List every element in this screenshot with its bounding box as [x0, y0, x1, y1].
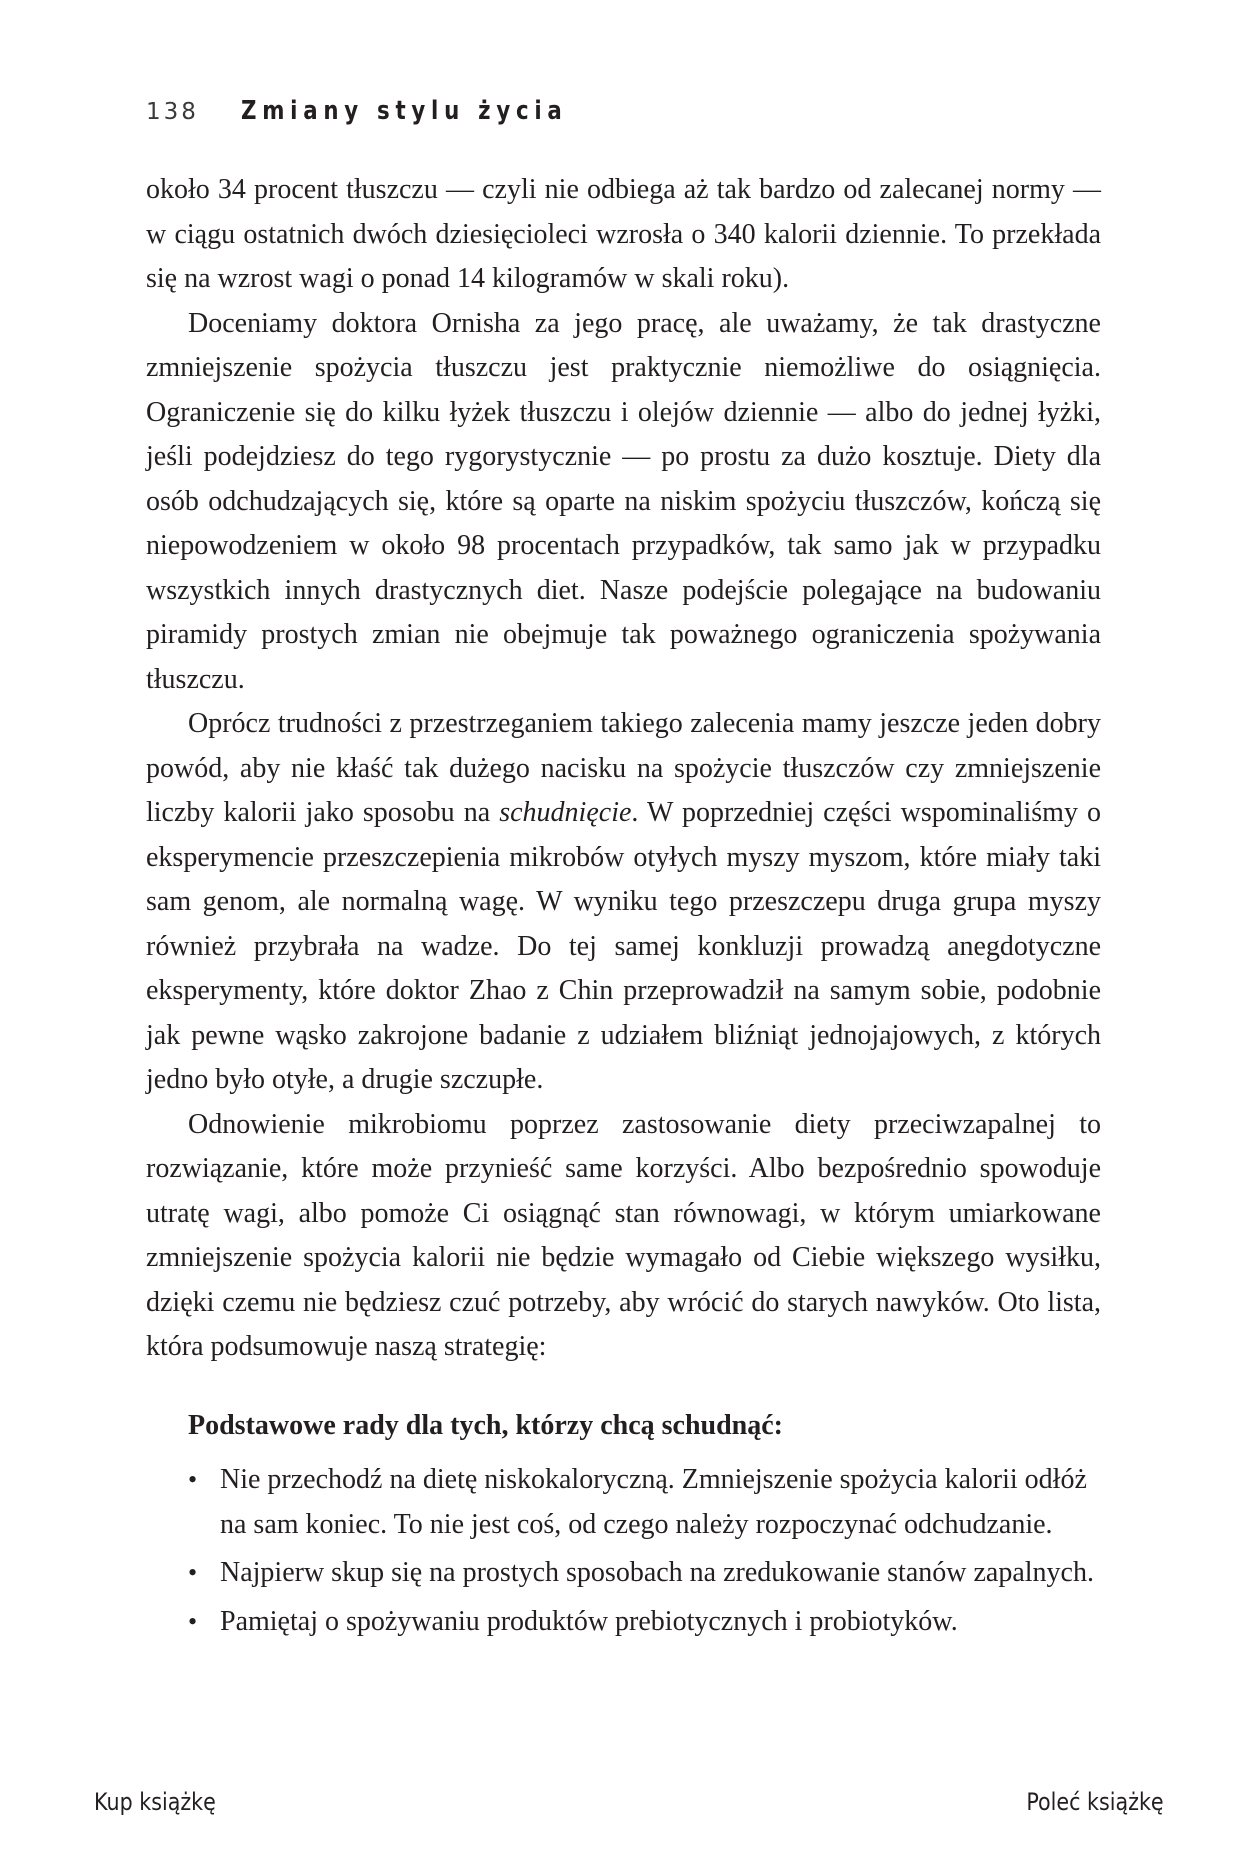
- bullet-icon: •: [188, 1465, 198, 1494]
- paragraph-2: Doceniamy doktora Ornisha za jego pracę, ale uważamy, że tak drastyczne zmniejszenie spożycia tłuszczu jest praktycznie niemożliwe do osiągnięcia. Ograniczenie się do kilku łyżek tłuszczu i olejów dziennie — albo do jednej łyżki, jeśli podejdziesz do tego rygorystycznie — po prostu za dużo kosztuje. Diety dla osób odchudzających się, które są oparte na niskim spożyciu tłuszczów, kończą się niepowodzeniem w około 98 procentach przypadków, tak samo jak w przypadku wszystkich innych drastycznych diet. Nasze podejście polegające na budowaniu piramidy prostych zmian nie obejmuje tak poważnego ograniczenia spożywania tłuszczu.: [146, 307, 1101, 695]
- list-item: [188, 1600, 1101, 1645]
- list-item-text: Najpierw skup się na prostych sposobach na zredukowanie stanów zapalnych.: [220, 1557, 1094, 1588]
- page-number: 138: [146, 99, 199, 125]
- body-text: [146, 168, 1101, 1648]
- paragraph-1: około 34 procent tłuszczu — czyli nie odbiega aż tak bardzo od zalecanej normy — w ciągu ostatnich dwóch dziesięcioleci wzrosła o 340 kalorii dziennie. To przekłada się na wzrost wagi o ponad 14 kilogramów w skali roku).: [146, 174, 1101, 294]
- list-title: Podstawowe rady dla tych, którzy chcą schudnąć:: [188, 1409, 783, 1441]
- advice-list: [146, 1458, 1101, 1644]
- list-item-text: Nie przechodź na dietę niskokaloryczną. Zmniejszenie spożycia kalorii odłóż na sam koniec. To nie jest coś, od czego należy rozpoczynać odchudzanie.: [220, 1464, 1087, 1540]
- bullet-icon: •: [188, 1558, 198, 1587]
- list-item-text: Pamiętaj o spożywaniu produktów prebiotycznych i probiotyków.: [220, 1605, 958, 1637]
- recommend-book-link[interactable]: Poleć książkę: [1026, 1788, 1164, 1816]
- paragraph-4: Odnowienie mikrobiomu poprzez zastosowanie diety przeciwzapalnej to rozwiązanie, które może przynieść same korzyści. Albo bezpośrednio spowoduje utratę wagi, albo pomoże Ci osiągnąć stan równowagi, w którym umiarkowane zmniejszenie spożycia kalorii nie będzie wymagało od Ciebie większego wysiłku, dzięki czemu nie będziesz czuć potrzeby, aby wrócić do starych nawyków. Oto lista, która podsumowuje naszą strategię:: [146, 1108, 1101, 1362]
- paragraph-3: [146, 702, 1101, 1103]
- emphasis-word: schudnięcie: [499, 797, 632, 828]
- buy-book-link[interactable]: Kup książkę: [94, 1788, 216, 1816]
- paragraph-3-text-after: . W poprzedniej części wspominaliśmy o eksperymencie przeszczepienia mikrobów otyłych myszy myszom, które miały taki sam genom, ale normalną wagę. W wyniku tego przeszczepu druga grupa myszy również przybrała na wadze. Do tej samej konkluzji prowadzą anegdotyczne eksperymenty, które doktor Zhao z Chin przeprowadził na samym sobie, podobnie jak pewne wąsko zakrojone badanie z udziałem bliźniąt jednojajowych, z których jedno było otyłe, a drugie szczupłe.: [146, 797, 1102, 1095]
- bullet-icon: •: [188, 1606, 198, 1636]
- list-item: [188, 1551, 1101, 1596]
- list-item: [188, 1458, 1101, 1547]
- paragraph-3-text-before: Oprócz trudności z przestrzeganiem takiego zalecenia mamy jeszcze jeden dobry powód, aby nie kłaść tak dużego nacisku na spożycie tłuszczów czy zmniejszenie liczby kalorii jako sposobu na: [146, 708, 1101, 828]
- page-header: [146, 96, 639, 126]
- chapter-title: Zmiany stylu życia: [240, 96, 568, 126]
